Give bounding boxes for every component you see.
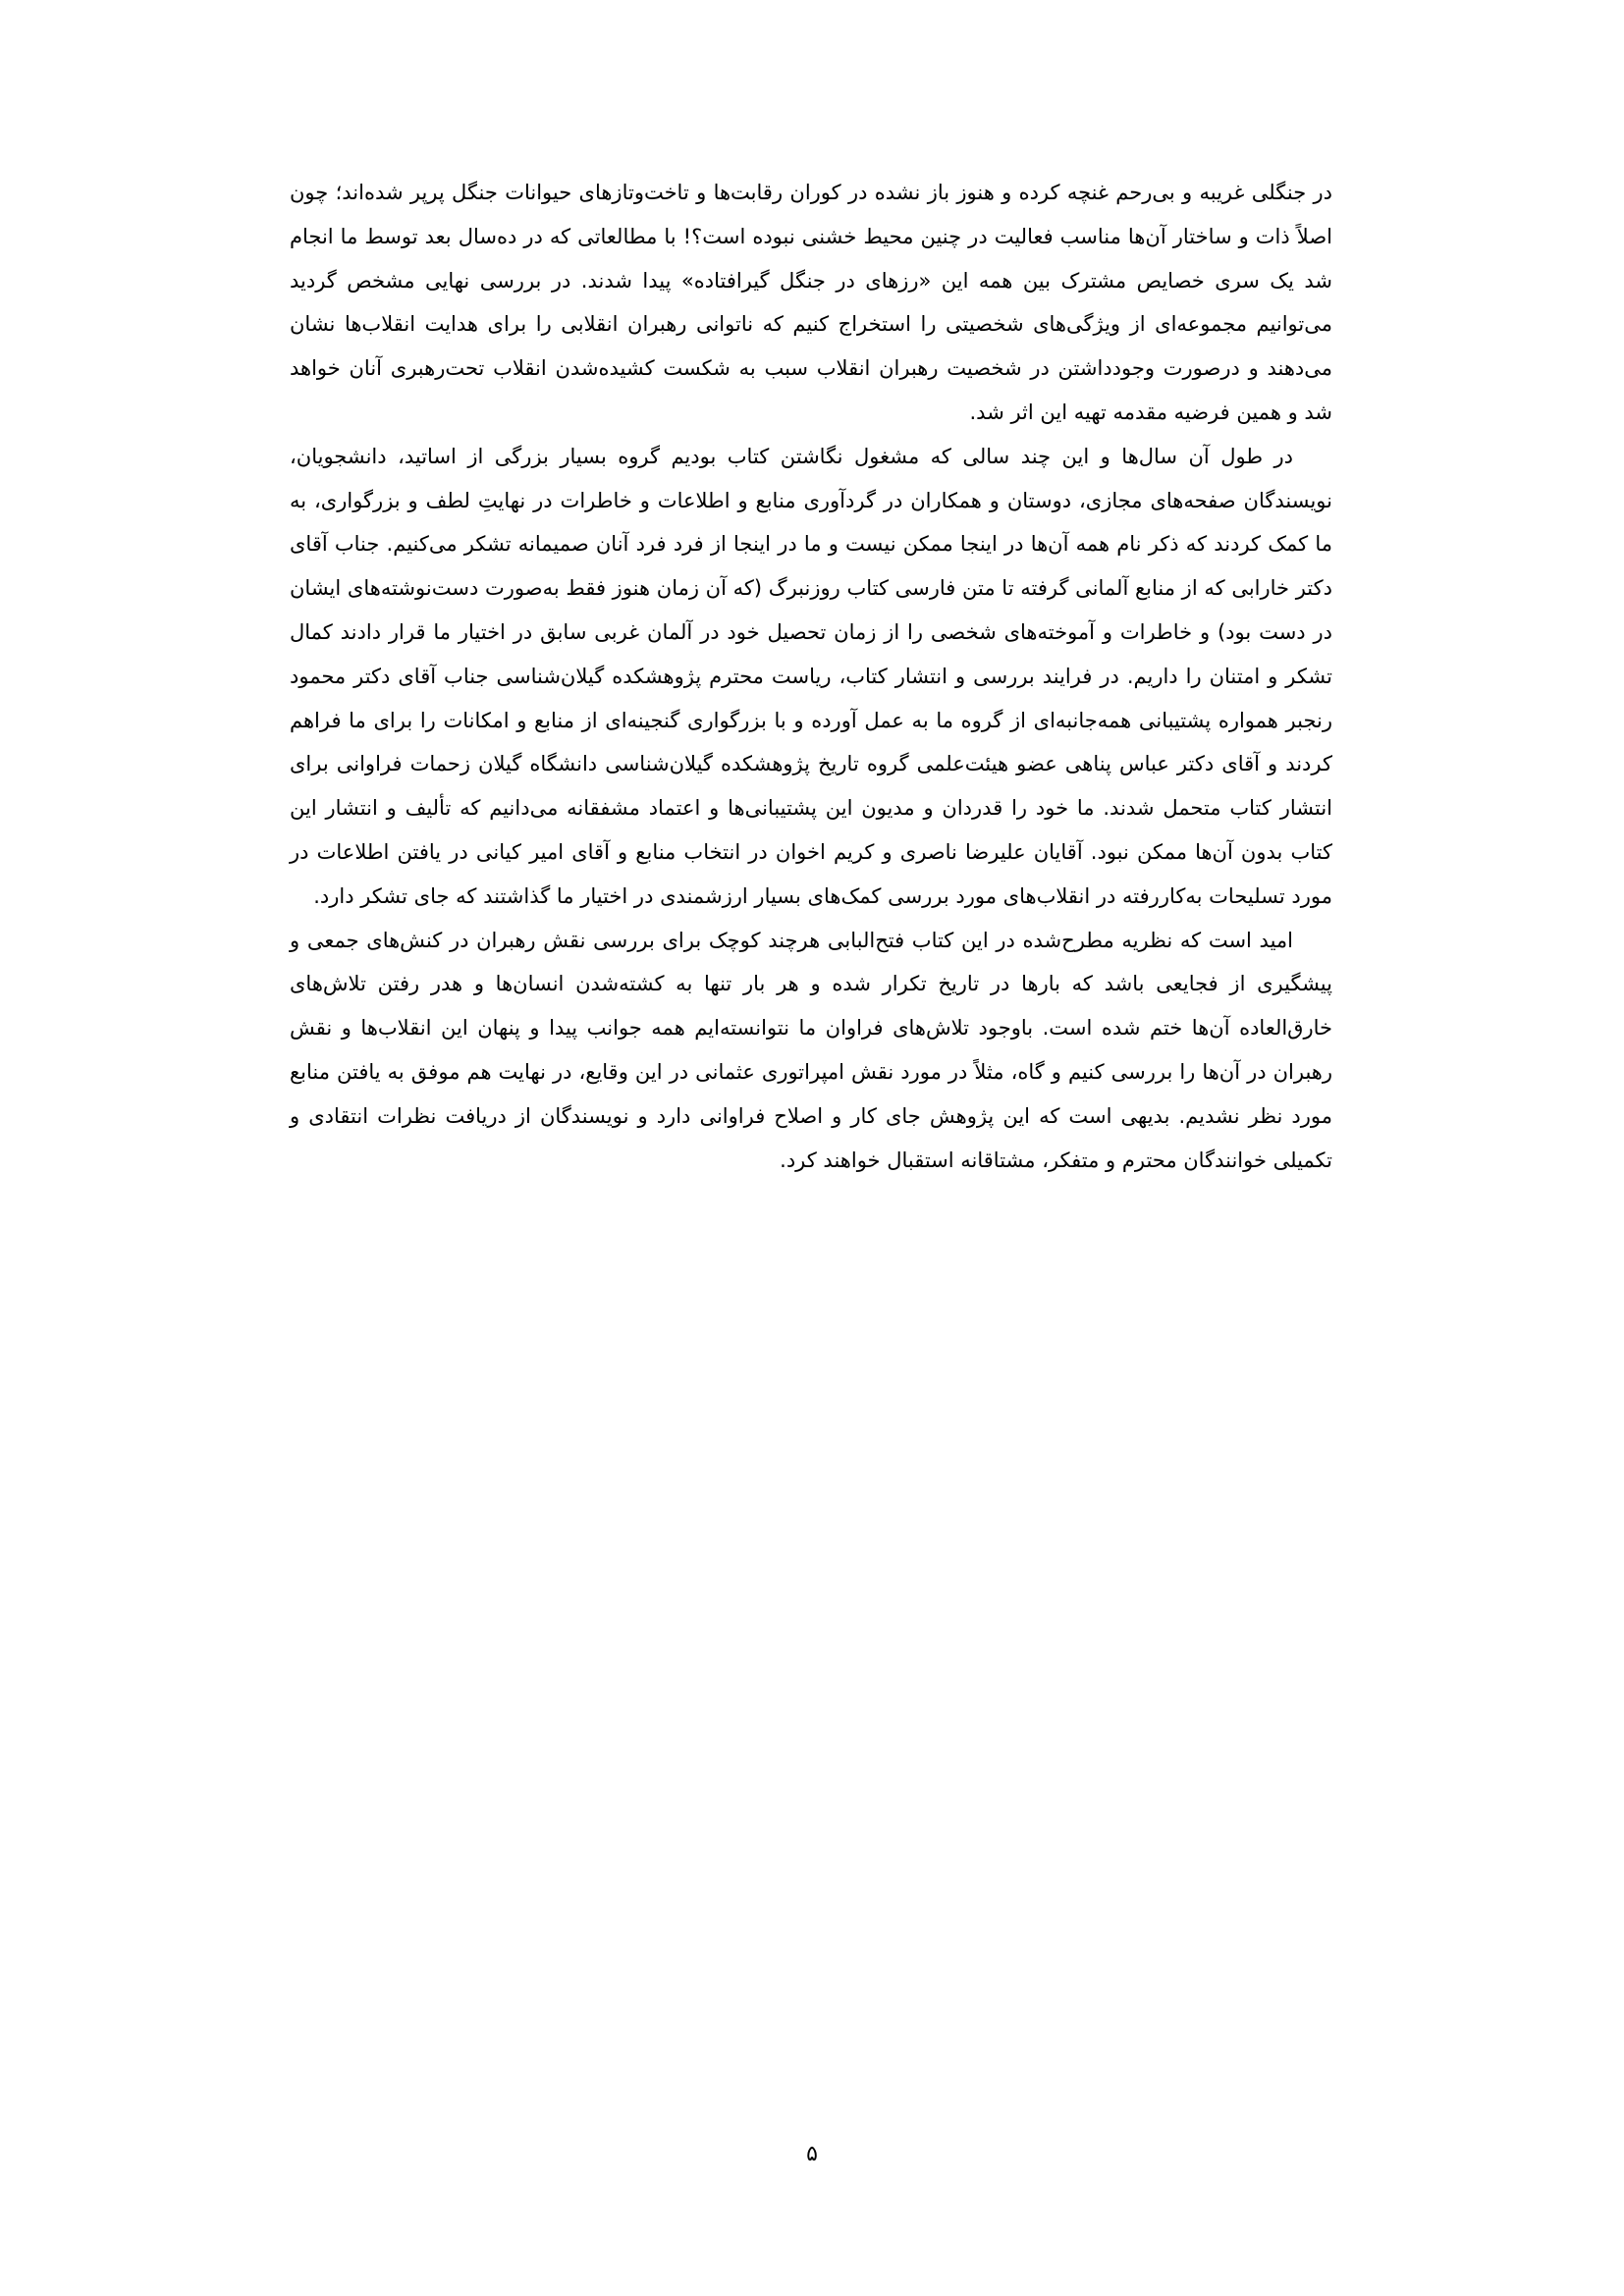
- paragraph-1: در جنگلی غریبه و بی‌رحم غنچه کرده و هنوز باز نشده در کوران رقابت‌ها و تاخت‌وتازهای حیوانات جنگل پرپر شده‌اند؛ چون اصلاً ذات و ساختار آن‌ها مناسب فعالیت در چنین محیط خشنی نبوده است؟! با مطالعاتی که در ده‌سال بعد توسط ما انجام شد یک سری خصایص مشترک بین همه این «رزهای در جنگل گیرافتاده» پیدا شدند. در بررسی نهایی مشخص گردید می‌توانیم مجموعه‌ای از ویژگی‌های شخصیتی را استخراج کنیم که ناتوانی رهبران انقلابی را برای هدایت انقلاب‌ها نشان می‌دهند و درصورت وجودداشتن در شخصیت رهبران انقلاب سبب به شکست کشیده‌شدن انقلاب تحت‌رهبری آنان خواهد شد و همین فرضیه مقدمه تهیه این اثر شد.: [290, 181, 1332, 424]
- body-text: [290, 171, 1332, 1182]
- paragraph-2: در طول آن سال‌ها و این چند سالی که مشغول نگاشتن کتاب بودیم گروه بسیار بزرگی از اساتید، دانشجویان، نویسندگان صفحه‌های مجازی، دوستان و همکاران در گردآوری منابع و اطلاعات و خاطرات در نهایتِ لطف و بزرگواری، به ما کمک کردند که ذکر نام همه آن‌ها در اینجا ممکن نیست و ما در اینجا از فرد فرد آنان صمیمانه تشکر می‌کنیم. جناب آقای دکتر خارابی که از منابع آلمانی گرفته تا متن فارسی کتاب روزنبرگ (که آن زمان هنوز فقط به‌صورت دست‌نوشته‌های ایشان در دست بود) و خاطرات و آموخته‌های شخصی را از زمان تحصیل خود در آلمان غربی سابق در اختیار ما قرار دادند کمال تشکر و امتنان را داریم. در فرایند بررسی و انتشار کتاب، ریاست محترم پژوهشکده گیلان‌شناسی جناب آقای دکتر محمود رنجبر همواره پشتیبانی همه‌جانبه‌ای از گروه ما به عمل آورده و با بزرگواری گنجینه‌ای از منابع و امکانات را برای ما فراهم کردند و آقای دکتر عباس پناهی عضو هیئت‌علمی گروه تاریخ پژوهشکده گیلان‌شناسی دانشگاه گیلان زحمات فراوانی برای انتشار کتاب متحمل شدند. ما خود را قدردان و مدیون این پشتیبانی‌ها و اعتماد مشفقانه می‌دانیم که تألیف و انتشار این کتاب بدون آن‌ها ممکن نبود. آقایان علیرضا ناصری و کریم اخوان در انتخاب منابع و آقای امیر کیانی در یافتن اطلاعات در مورد تسلیحات به‌کاررفته در انقلاب‌های مورد بررسی کمک‌های بسیار ارزشمندی در اختیار ما گذاشتند که جای تشکر دارد.: [290, 444, 1332, 908]
- paragraph-3: امید است که نظریه مطرح‌شده در این کتاب فتح‌البابی هرچند کوچک برای بررسی نقش رهبران در کنش‌های جمعی و پیشگیری از فجایعی باشد که بارها در تاریخ تکرار شده و هر بار تنها به کشته‌شدن انسان‌ها و هدر رفتن تلاش‌های خارق‌العاده آن‌ها ختم شده است. باوجود تلاش‌های فراوان ما نتوانسته‌ایم همه جوانب پیدا و پنهان این انقلاب‌ها و نقش رهبران در آن‌ها را بررسی کنیم و گاه، مثلاً در مورد نقش امپراتوری عثمانی در این وقایع، در نهایت هم موفق به یافتن منابع مورد نظر نشدیم. بدیهی است که این پژوهش جای کار و اصلاح فراوانی دارد و نویسندگان از دریافت نظرات انتقادی و تکمیلی خوانندگان محترم و متفکر، مشتاقانه استقبال خواهند کرد.: [290, 928, 1332, 1172]
- page-number: ۵: [806, 2142, 818, 2166]
